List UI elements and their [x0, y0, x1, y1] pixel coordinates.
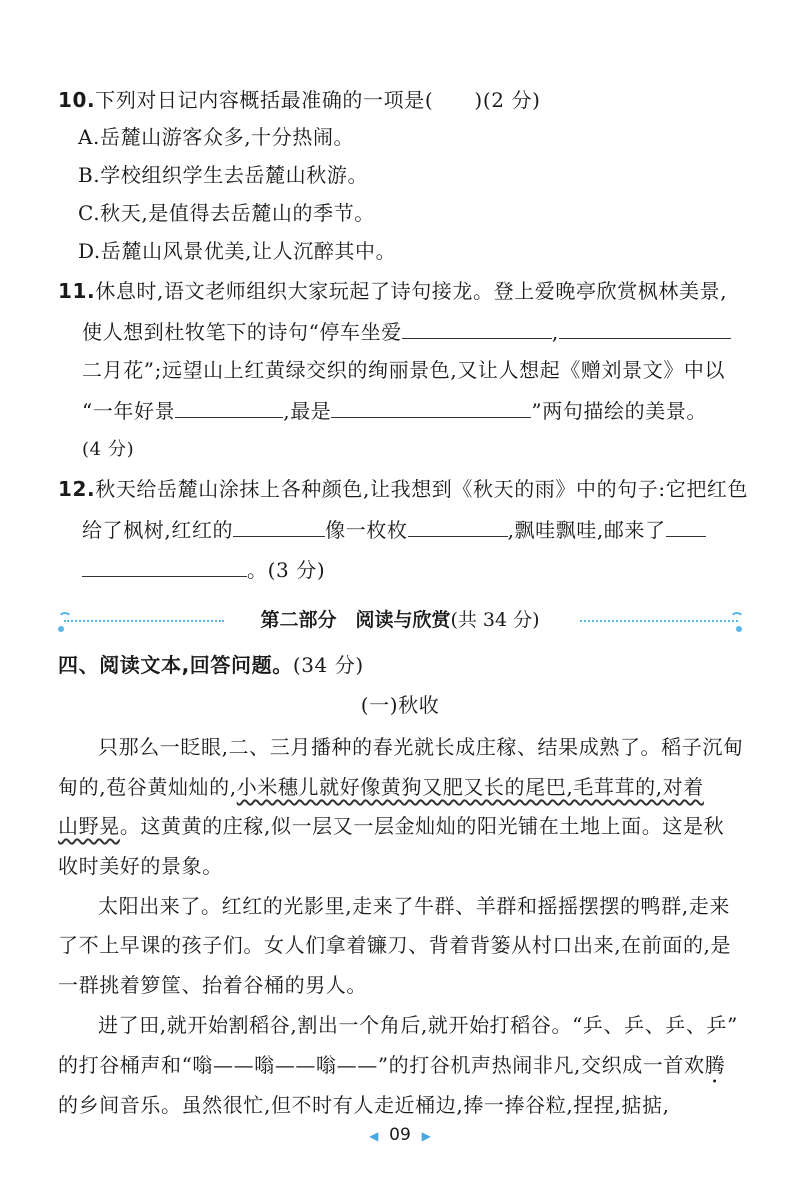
q11-blank-2[interactable] [559, 316, 731, 339]
q10-option-a: A.岳麓山游客众多,十分热闹。 [78, 125, 355, 149]
q12-text-3: 。(3 分) [247, 558, 326, 582]
q12-text-2a: 给了枫树,红红的 [82, 518, 234, 542]
q11-line-4 [82, 395, 707, 426]
part4-heading [58, 650, 364, 680]
passage-p1-line-3 [58, 811, 724, 841]
section-title-text: 第二部分 阅读与欣赏 [260, 609, 451, 631]
passage-p2-line-2: 了不上早课的孩子们。女人们拿着镰刀、背着背篓从村口出来,在前面的,是 [58, 933, 732, 957]
passage-p3-text-2a: 的打谷桶声和“嗡——嗡——嗡——”的打谷机声热闹非凡,交织成一首欢 [58, 1053, 705, 1077]
q10-option-c: C.秋天,是值得去岳麓山的季节。 [78, 201, 375, 225]
next-triangle-icon: ▶ [421, 1129, 431, 1143]
q12-line-2 [82, 514, 706, 545]
q12-blank-3b[interactable] [82, 554, 247, 577]
q11-blank-1[interactable] [402, 316, 552, 339]
passage-p1-line-2 [58, 772, 704, 802]
q11-text-4c: ”两句描绘的美景。 [531, 399, 708, 423]
page-footer [0, 1125, 800, 1145]
section-score: (共 34 分) [450, 609, 540, 631]
q11-text-1: 休息时,语文老师组织大家玩起了诗句接龙。登上爱晚亭欣赏枫林美景, [95, 279, 728, 303]
passage-subtitle: (一)秋收 [360, 693, 440, 717]
part4-score: (34 分) [292, 653, 364, 677]
passage-p3-line-2 [58, 1050, 725, 1088]
q11-blank-3[interactable] [175, 395, 283, 418]
q11-text-2a: 使人想到杜牧笔下的诗句“停车坐爱 [82, 320, 402, 344]
q11-number: 11. [58, 279, 96, 303]
q12-line-1 [58, 474, 748, 504]
q11-text-4b: ,最是 [283, 399, 332, 423]
q10-option-b: B.学校组织学生去岳麓山秋游。 [78, 163, 369, 187]
passage-p1-text-2a: 甸的,苞谷黄灿灿的, [58, 775, 237, 799]
passage-p1-line-1: 只那么一眨眼,二、三月播种的春光就长成庄稼、结果成熟了。稻子沉甸 [98, 735, 744, 759]
q11-line-3: 二月花”;远望山上红黄绿交织的绚丽景色,又让人想起《赠刘景文》中以 [82, 358, 726, 382]
q11-score: (4 分) [82, 439, 135, 460]
passage-underlined-sentence: 小米穗儿就好像黄狗又肥又长的尾巴,毛茸茸的,对着 [236, 775, 704, 799]
q11-text-4a: “一年好景 [82, 399, 176, 423]
page-number: 09 [389, 1125, 411, 1145]
q10-stem-line [58, 85, 541, 115]
section-title [0, 605, 800, 635]
q12-blank-3a[interactable] [666, 514, 706, 537]
q12-text-2c: ,飘哇飘哇,邮来了 [507, 518, 666, 542]
q11-line-1 [58, 276, 727, 306]
q10-stem: 下列对日记内容概括最准确的一项是( )(2 分) [95, 88, 541, 112]
q10-option-d: D.岳麓山风景优美,让人沉醉其中。 [78, 239, 397, 263]
passage-underlined-end: 山野晃 [58, 814, 120, 838]
part4-heading-text: 四、阅读文本,回答问题。 [58, 653, 293, 677]
passage-p1-text-3b: 。这黄黄的庄稼,似一层又一层金灿灿的阳光铺在土地上面。这是秋 [119, 814, 725, 838]
q11-text-2b: , [551, 320, 559, 344]
passage-emphasis-char: 腾 [704, 1053, 726, 1077]
q11-line-2 [82, 316, 731, 347]
passage-p2-line-1: 太阳出来了。红红的光影里,走来了牛群、羊群和摇摇摆摆的鸭群,走来 [98, 894, 730, 918]
q10-number: 10. [58, 88, 96, 112]
q12-blank-1[interactable] [233, 514, 325, 537]
passage-p3-line-3: 的乡间音乐。虽然很忙,但不时有人走近桶边,捧一捧谷粒,捏捏,掂掂, [58, 1093, 670, 1117]
passage-p1-line-4: 收时美好的景象。 [58, 854, 223, 878]
q12-number: 12. [58, 477, 96, 501]
passage-p3-line-1: 进了田,就开始割稻谷,割出一个角后,就开始打稻谷。“乒、乒、乒、乒” [98, 1013, 738, 1037]
passage-p2-line-3: 一群挑着箩筐、抬着谷桶的男人。 [58, 973, 367, 997]
q12-text-1: 秋天给岳麓山涂抹上各种颜色,让我想到《秋天的雨》中的句子:它把红色 [95, 477, 749, 501]
q12-text-2b: 像一枚枚 [325, 518, 408, 542]
prev-triangle-icon: ◀ [369, 1129, 379, 1143]
q12-blank-2[interactable] [408, 514, 508, 537]
q11-blank-4[interactable] [331, 395, 531, 418]
q12-line-3 [82, 554, 325, 585]
